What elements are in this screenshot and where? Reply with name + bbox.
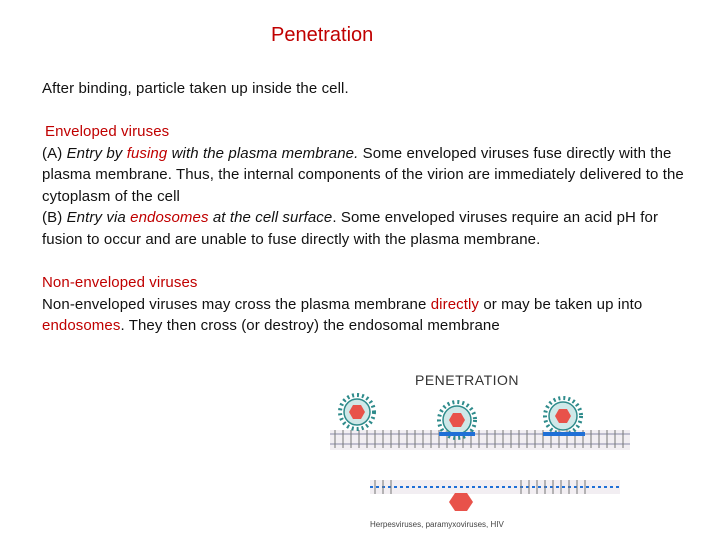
a-fusing: fusing: [126, 144, 168, 162]
ne-text1: Non-enveloped viruses may cross the plasma membrane: [42, 295, 427, 313]
nonenveloped-heading: Non-enveloped viruses: [42, 274, 198, 291]
page-title: Penetration: [271, 24, 374, 46]
b-italic1: Entry via: [66, 209, 126, 226]
figure-caption: Herpesviruses, paramyxoviruses, HIV: [370, 520, 504, 529]
b-italic2: at the cell surface: [212, 209, 333, 226]
ne-text2: or may be taken up into: [483, 295, 643, 313]
penetration-diagram: [325, 368, 635, 533]
nonenveloped-section: [42, 272, 692, 337]
enveloped-section: [42, 121, 692, 250]
b-rest: . Some enveloped viruses require an acid pH for fusion to occur and are unable to fuse directly with the plasma membrane.: [42, 209, 659, 248]
intro-text: After binding, particle taken up inside the cell.: [42, 80, 349, 97]
penetration-figure: [325, 368, 635, 533]
enveloped-a: [42, 143, 692, 208]
a-rest: Some enveloped viruses fuse directly with the plasma membrane. Thus, the internal components of the virion are immediately delivered to the cytoplasm of the cell: [42, 144, 684, 205]
virus-particle-fusing: [439, 402, 475, 438]
a-italic2: with the plasma membrane.: [171, 144, 359, 162]
figure-heading: PENETRATION: [415, 372, 520, 388]
enveloped-b: [42, 207, 692, 250]
released-capsid: [449, 493, 473, 511]
virus-particle: [340, 395, 374, 429]
ne-text3: . They then cross (or destroy) the endosomal membrane: [120, 317, 500, 334]
ne-directly: directly: [430, 295, 480, 313]
b-prefix: (B): [42, 209, 63, 226]
enveloped-heading: Enveloped viruses: [45, 123, 170, 140]
ne-endosomes: endosomes: [42, 317, 121, 334]
a-italic1: Entry by: [66, 144, 123, 162]
a-prefix: (A): [42, 144, 63, 162]
nonenveloped-text: [42, 294, 692, 337]
b-endosomes: endosomes: [130, 209, 209, 226]
